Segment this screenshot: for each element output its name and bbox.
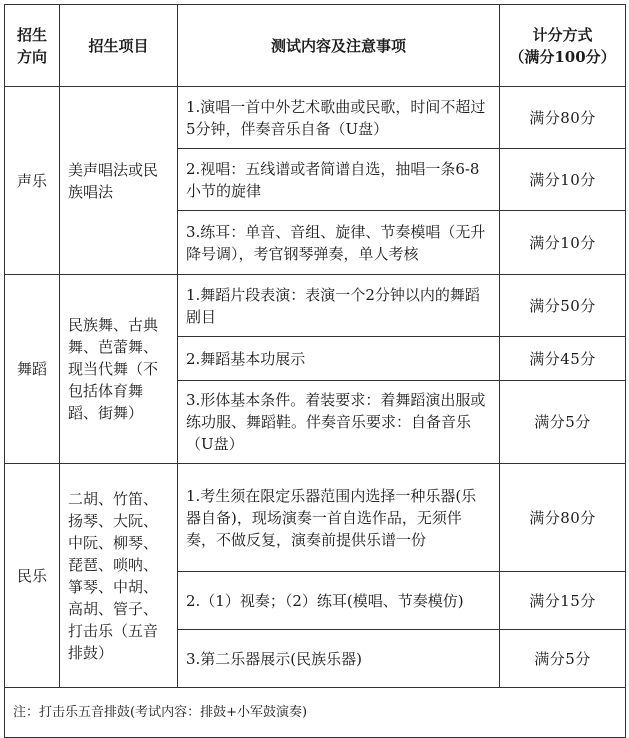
content-cell: 3.第二乐器展示(民族乐器) xyxy=(178,630,500,688)
score-cell: 满分80分 xyxy=(500,87,626,149)
score-cell: 满分5分 xyxy=(500,630,626,688)
table-row xyxy=(5,87,626,149)
score-cell: 满分45分 xyxy=(500,337,626,381)
table-row xyxy=(5,275,626,337)
item-folk: 二胡、竹笛、扬琴、大阮、中阮、柳琴、琵琶、唢呐、箏琴、中胡、高胡、管子、打击乐（五音排鼓） xyxy=(60,464,178,688)
content-cell: 1.考生须在限定乐器范围内选择一种乐器(乐器自备)，现场演奏一首自选作品，无须伴奏，不做反复，演奏前提供乐谱一份 xyxy=(178,464,500,572)
header-score-line1: 计分方式 xyxy=(532,25,593,44)
item-dance: 民族舞、古典舞、芭蕾舞、现当代舞（不包括体育舞蹈、街舞） xyxy=(60,275,178,464)
header-row xyxy=(5,5,626,87)
exam-table xyxy=(4,4,626,738)
header-score xyxy=(500,5,626,87)
score-cell: 满分10分 xyxy=(500,149,626,211)
note-row xyxy=(5,688,626,738)
content-cell: 3.练耳：单音、音组、旋律、节奏模唱（无升降号调），考官钢琴弹奏，单人考核 xyxy=(178,211,500,275)
footnote: 注：打击乐五音排鼓(考试内容：排鼓+小军鼓演奏) xyxy=(5,688,626,738)
score-cell: 满分15分 xyxy=(500,572,626,630)
score-cell: 满分50分 xyxy=(500,275,626,337)
header-direction-line1: 招生 xyxy=(16,25,47,44)
content-cell: 2.舞蹈基本功展示 xyxy=(178,337,500,381)
header-direction-line2: 方向 xyxy=(16,47,47,66)
table-row xyxy=(5,464,626,572)
score-cell: 满分80分 xyxy=(500,464,626,572)
item-vocal: 美声唱法或民族唱法 xyxy=(60,87,178,275)
content-cell: 1.舞蹈片段表演：表演一个2分钟以内的舞蹈剧目 xyxy=(178,275,500,337)
header-direction xyxy=(5,5,60,87)
header-score-line2: （满分100分） xyxy=(509,47,616,66)
direction-vocal: 声乐 xyxy=(5,87,60,275)
direction-dance: 舞蹈 xyxy=(5,275,60,464)
content-cell: 3.形体基本条件。着装要求：着舞蹈演出服或练功服、舞蹈鞋。伴奏音乐要求：自备音乐（U盘） xyxy=(178,381,500,464)
direction-folk: 民乐 xyxy=(5,464,60,688)
header-content: 测试内容及注意事项 xyxy=(178,5,500,87)
score-cell: 满分10分 xyxy=(500,211,626,275)
content-cell: 2.（1）视奏；（2）练耳(模唱、节奏模仿) xyxy=(178,572,500,630)
content-cell: 2.视唱：五线谱或者简谱自选，抽唱一条6-8小节的旋律 xyxy=(178,149,500,211)
score-cell: 满分5分 xyxy=(500,381,626,464)
content-cell: 1.演唱一首中外艺术歌曲或民歌，时间不超过5分钟，伴奏音乐自备（U盘） xyxy=(178,87,500,149)
header-item: 招生项目 xyxy=(60,5,178,87)
